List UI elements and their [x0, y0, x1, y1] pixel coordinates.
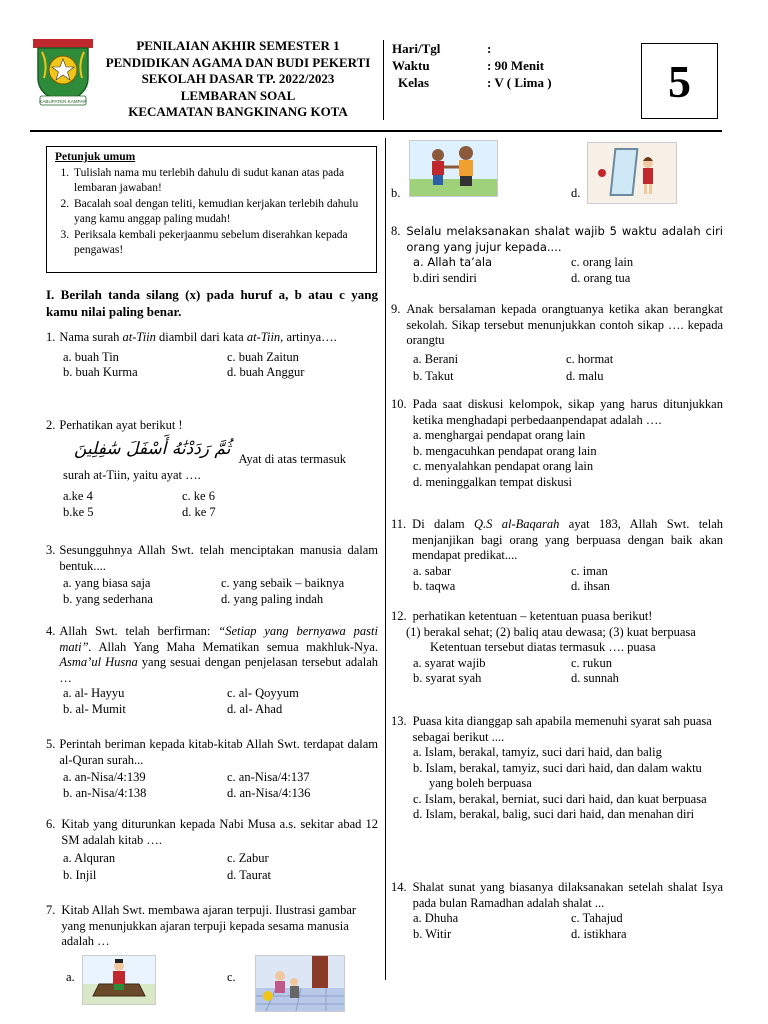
answer-options [63, 489, 293, 520]
option[interactable]: a. Alquran [63, 851, 116, 865]
question-9 [391, 302, 723, 385]
option[interactable]: a. Allah ta’ala [413, 255, 493, 269]
question-text: Ayat di atas termasuk [238, 452, 346, 466]
option[interactable]: c. an-Nisa/4:137 [227, 770, 310, 784]
option[interactable]: a. menghargai pendapat orang lain [413, 428, 586, 442]
question-7 [46, 903, 378, 950]
question-text [412, 517, 723, 564]
answer-options [413, 351, 693, 385]
question-text: Kitab Allah Swt. membawa ajaran terpuji. Ilustrasi gambar yang menunjukkan ajaran terpuji kepada sesama manusia adalah … [61, 903, 357, 948]
option[interactable]: c. Tahajud [571, 911, 623, 925]
question-number: 6. [46, 817, 56, 831]
header-line: KECAMATAN BANGKINANG KOTA [128, 104, 348, 119]
emphasis: Q.S al-Baqarah [473, 517, 560, 531]
question-13 [391, 714, 723, 823]
instruction-item: 1. Tulislah nama mu terlebih dahulu di sudut kanan atas pada lembaran jawaban! [72, 166, 370, 197]
option-label-a[interactable]: a. [66, 970, 75, 984]
option[interactable]: b. yang sederhana [63, 591, 153, 606]
answer-options [63, 350, 343, 381]
option[interactable]: d. ke 7 [182, 504, 216, 519]
option[interactable]: d. sunnah [571, 671, 619, 685]
option[interactable]: b. Islam, berakal, tamyiz, suci dari haid, dan dalam waktu yang boleh berpuasa [413, 760, 702, 790]
option-label-d[interactable]: d. [571, 186, 581, 200]
question-text: Anak bersalaman kepada orangtuanya ketika akan berangkat sekolah. Sikap tersebut menunjukkan contoh sikap …. kepada orangtu [406, 302, 723, 347]
question-number: 3. [46, 543, 56, 557]
illustration-mirror-girl[interactable] [587, 142, 677, 204]
option[interactable]: a. an-Nisa/4:139 [63, 770, 146, 784]
question-3 [46, 543, 378, 607]
meta-key-day: Hari/Tgl [392, 41, 441, 56]
answer-options [63, 576, 378, 607]
option[interactable]: a. Berani [413, 351, 459, 366]
question-11 [391, 517, 723, 595]
emphasis: at-Tiin, [246, 330, 284, 344]
option[interactable]: b. mengacuhkan pendapat orang lain [413, 443, 597, 458]
option[interactable]: a. buah Tin [63, 349, 119, 364]
header-line: LEMBARAN SOAL [180, 87, 296, 103]
option[interactable]: d. Islam, berakal, balig, suci dari haid, dan menahan diri [413, 807, 695, 821]
question-text: Perhatikan ayat berikut ! [59, 418, 183, 432]
instruction-item: 3. Periksala kembali pekerjaanmu sebelum diserahkan kepada pengawas! [72, 228, 370, 259]
emphasis: Asma’ul Husna [59, 655, 138, 669]
question-text: Ketentuan tersebut diatas termasuk …. puasa [430, 640, 656, 654]
question-number: 1. [46, 330, 56, 344]
option-label-c[interactable]: c. [227, 970, 236, 984]
option[interactable]: a. al- Hayyu [63, 686, 125, 700]
question-2 [46, 418, 378, 520]
option[interactable]: d. ihsan [571, 579, 610, 593]
option[interactable]: a.ke 4 [63, 489, 93, 503]
question-number: 8. [391, 224, 401, 238]
illustration-helping-elder[interactable] [255, 955, 345, 1012]
question-12 [391, 609, 723, 687]
option[interactable]: c. Zabur [227, 851, 269, 865]
answer-options [413, 428, 723, 490]
text-part: artinya…. [283, 330, 337, 344]
svg-text:KABUPATEN KAMPAR: KABUPATEN KAMPAR [39, 99, 87, 104]
question-text: Puasa kita dianggap sah apabila memenuhi syarat sah puasa sebagai berikut .... [412, 714, 712, 744]
option[interactable]: d. al- Ahad [227, 701, 283, 716]
question-number: 14. [391, 880, 407, 894]
question-number: 2. [46, 418, 56, 432]
exam-code-box: 5 [641, 43, 718, 119]
question-text: Sesungguhnya Allah Swt. telah menciptakan manusia dalam bentuk.... [59, 543, 378, 573]
option[interactable]: d. yang paling indah [221, 591, 324, 606]
question-number: 7. [46, 903, 56, 917]
meta-value-class: : V ( Lima ) [487, 75, 552, 90]
option[interactable]: d. malu [566, 368, 604, 383]
question-5 [46, 737, 378, 801]
question-number: 11. [391, 517, 407, 531]
question-text: Selalu melaksanakan shalat wajib 5 waktu adalah ciri orang yang jujur kepada.... [406, 224, 723, 254]
illustration-handshake[interactable] [409, 140, 498, 197]
option[interactable]: b. Injil [63, 868, 97, 882]
question-text: Shalat sunat yang biasanya dilaksanakan setelah shalat Isya pada bulan Ramadhan adalah shalat ... [412, 880, 723, 910]
option[interactable]: b. buah Kurma [63, 365, 138, 379]
emphasis: “Setiap yang bernyawa pasti mati”. [59, 624, 378, 654]
answer-options [413, 564, 693, 595]
question-text: Pada saat diskusi kelompok, sikap yang harus ditunjukkan ketika menghadapi perbedaanpendapat adalah …. [412, 397, 723, 427]
meta-value-time: : 90 Menit [487, 58, 545, 73]
text-part: Di dalam [412, 517, 474, 531]
option[interactable]: c. buah Zaitun [227, 349, 299, 364]
text-part: diambil dari kata [155, 330, 247, 344]
meta-key-class: Kelas [398, 75, 430, 90]
instructions-box [46, 146, 377, 273]
option[interactable]: a. sabar [413, 563, 452, 578]
option[interactable]: c. al- Qoyyum [227, 686, 299, 700]
option[interactable]: c. rukun [571, 655, 612, 670]
question-10 [391, 397, 723, 490]
option[interactable]: b. Witir [413, 926, 452, 941]
question-14 [391, 880, 723, 942]
option[interactable]: b. taqwa [413, 579, 456, 593]
question-8 [391, 224, 723, 286]
text-part: yang sesuai dengan penjelasan tersebut adalah … [59, 655, 378, 685]
option[interactable]: c. orang lain [571, 255, 634, 269]
text-part: Nama surah [59, 330, 123, 344]
answer-options [413, 656, 713, 687]
option[interactable]: d. istikhara [571, 926, 627, 941]
question-number: 4. [46, 624, 56, 638]
option[interactable]: b. al- Mumit [63, 701, 126, 716]
option[interactable]: d. an-Nisa/4:136 [227, 785, 311, 800]
header-divider [383, 40, 384, 120]
meta-value-day: : [487, 41, 492, 56]
section-title: I. Berilah tanda silang (x) pada huruf a, b atau c yang kamu nilai paling benar. [46, 287, 378, 319]
option[interactable]: a. syarat wajib [413, 655, 486, 670]
column-divider [385, 138, 386, 980]
question-text: Perintah beriman kepada kitab-kitab Allah Swt. terdapat dalam al-Quran surah... [59, 737, 378, 767]
question-number: 12. [391, 609, 407, 623]
question-text [59, 330, 336, 346]
option[interactable]: d. buah Anggur [227, 365, 305, 379]
answer-options [63, 850, 343, 884]
option[interactable]: b.ke 5 [63, 504, 94, 519]
option[interactable]: a. Dhuha [413, 911, 459, 925]
meta-key-time: Waktu [392, 58, 430, 73]
option[interactable]: b. Takut [413, 368, 454, 383]
question-4 [46, 624, 378, 717]
option[interactable]: c. Islam, berakal, berniat, suci dari haid, dan kuat berpuasa [413, 791, 707, 806]
option[interactable]: b. syarat syah [413, 671, 482, 685]
question-text: perhatikan ketentuan – ketentuan puasa berikut! [412, 609, 653, 623]
answer-options [63, 770, 363, 801]
question-6 [46, 817, 378, 884]
illustration-prayer-mat[interactable] [82, 955, 156, 1005]
question-text: surah at-Tiin, yaitu ayat …. [63, 467, 201, 482]
question-number: 13. [391, 714, 407, 728]
exam-meta [392, 40, 552, 91]
option[interactable]: c. iman [571, 563, 608, 578]
option[interactable]: b. an-Nisa/4:138 [63, 785, 147, 800]
option[interactable]: d. Taurat [227, 868, 272, 882]
question-text [59, 624, 378, 686]
option[interactable]: c. ke 6 [182, 489, 215, 503]
instructions-title: Petunjuk umum [55, 151, 136, 163]
option[interactable]: a. yang biasa saja [63, 576, 151, 590]
question-subtext: (1) berakal sehat; (2) baliq atau dewasa; (3) kuat berpuasa [406, 624, 696, 639]
option-label-b[interactable]: b. [391, 186, 401, 200]
question-text: Kitab yang diturunkan kepada Nabi Musa a.s. sekitar abad 12 SM adalah kitab …. [61, 817, 378, 847]
option[interactable]: a. Islam, berakal, tamyiz, suci dari haid, dan balig [413, 745, 662, 759]
option[interactable]: c. hormat [566, 351, 614, 366]
question-number: 10. [391, 397, 407, 411]
option[interactable]: d. orang tua [571, 270, 631, 285]
text-part: ayat 183, Allah Swt. telah menjanjikan bagi orang yang berpuasa dengan baik akan mendapat predikat.... [412, 517, 723, 562]
option[interactable]: d. meninggalkan tempat diskusi [413, 474, 573, 489]
question-number: 5. [46, 737, 56, 751]
answer-options [413, 255, 713, 286]
header-line: PENILAIAN AKHIR SEMESTER 1 [136, 38, 340, 53]
text-part: Allah Swt. telah berfirman: [59, 624, 219, 638]
text-part: Allah Yang Maha Mematikan semua makhluk-Nya. [91, 639, 378, 654]
option[interactable]: b.diri sendiri [413, 270, 477, 285]
answer-options [413, 911, 713, 942]
header-title [92, 38, 384, 121]
header-rule [30, 130, 722, 132]
regency-logo [32, 38, 94, 108]
answer-options [63, 686, 343, 717]
answer-options [413, 745, 723, 823]
question-number: 9. [391, 302, 401, 316]
arabic-verse: ثُمَّ رَدَدْنَٰهُ أَسْفَلَ سَٰفِلِينَ [74, 438, 231, 459]
emphasis: at-Tiin [122, 330, 156, 344]
instruction-item: 2. Bacalah soal dengan teliti, kemudian kerjakan terlebih dahulu yang kamu anggap paling mudah! [72, 197, 370, 228]
header-line: SEKOLAH DASAR TP. 2022/2023 [141, 71, 335, 86]
option[interactable]: c. yang sebaik – baiknya [221, 576, 345, 590]
option[interactable]: c. menyalahkan pendapat orang lain [413, 459, 594, 473]
header-line: PENDIDIKAN AGAMA DAN BUDI PEKERTI [105, 54, 371, 70]
question-1 [46, 330, 378, 381]
